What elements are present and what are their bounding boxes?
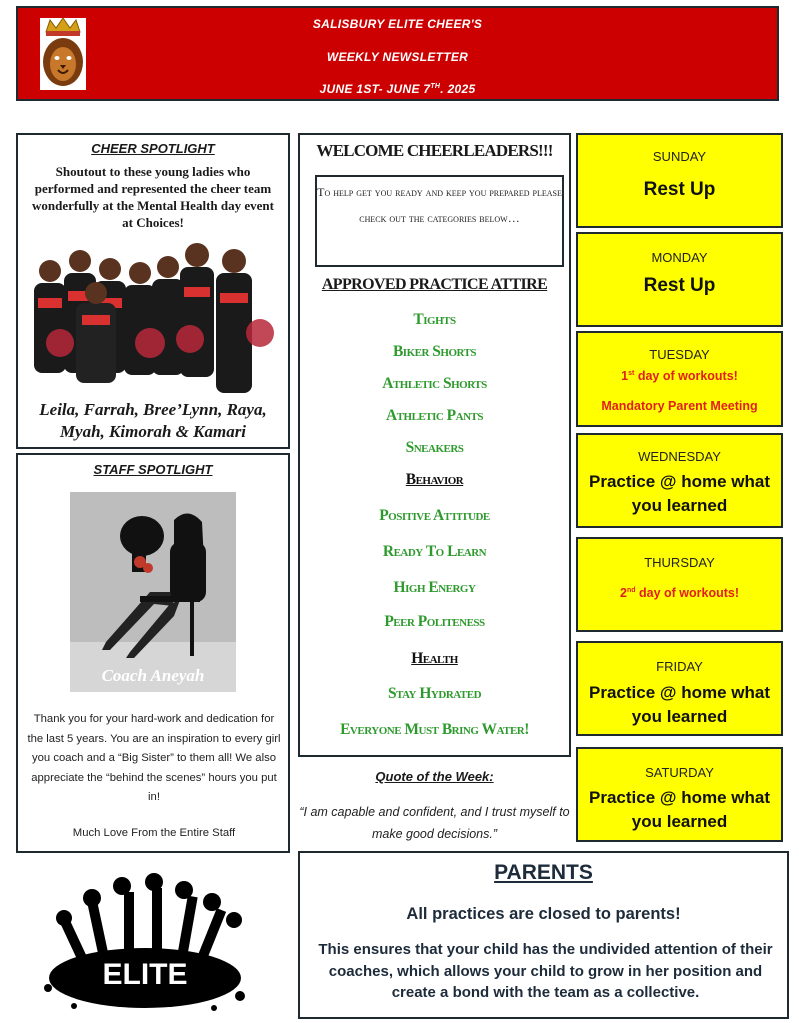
behavior-item: Ready To Learn [382,543,487,560]
day-activity: Practice @ home what you learned [589,472,770,515]
cheer-spotlight-names [24,399,282,443]
day-note: 2nd day of workouts! [620,586,739,600]
day-name: TUESDAY [649,347,710,362]
day-name: FRIDAY [656,659,703,674]
staff-signoff: Much Love From the Entire Staff [72,827,236,839]
day-name: WEDNESDAY [638,449,721,464]
parents-subtitle: All practices are closed to parents! [406,905,681,923]
newsletter-header [16,6,779,101]
health-item: Everyone Must Bring Water! [340,721,529,738]
header-subtitle: WEEKLY NEWSLETTER [326,50,469,64]
behavior-heading: Behavior [405,471,464,488]
parents-body: This ensures that your child has the undivided attention of their coaches, which allows your child to grow in her position and create a bond with the team as a collective. [318,941,773,1001]
day-name: SATURDAY [645,765,714,780]
day-name: SUNDAY [652,149,707,164]
header-title: SALISBURY ELITE CHEER'S [312,17,483,31]
day-card-tuesday [576,331,783,427]
behavior-item: High Energy [393,579,476,596]
staff-spotlight-title: STAFF SPOTLIGHT [93,462,213,477]
day-activity: Rest Up [643,275,716,296]
elite-logo-text: ELITE [102,958,188,991]
staff-spotlight-panel [16,453,290,853]
attire-item: Tights [413,311,456,328]
welcome-panel [298,133,571,757]
day-card-wednesday [576,433,783,528]
parents-panel [298,851,789,1019]
day-activity: Rest Up [643,179,716,200]
welcome-title: WELCOME CHEERLEADERS!!! [316,141,553,160]
elite-cheer-logo [34,868,256,1014]
cheer-spotlight-title: CHEER SPOTLIGHT [91,141,215,156]
quote-text: “I am capable and confident, and I trust myself to make good decisions.” [299,805,570,841]
health-heading: Health [411,650,458,667]
header-date: JUNE 1ST- JUNE 7TH. 2025 [319,82,476,96]
attire-item: Athletic Shorts [382,375,487,392]
day-name: THURSDAY [644,555,715,570]
day-card-sunday [576,133,783,228]
cheer-team-photo [30,243,280,398]
attire-item: Biker Shorts [392,343,477,360]
day-activity: Practice @ home what you learned [589,683,770,726]
day-card-monday [576,232,783,327]
attire-heading: APPROVED PRACTICE ATTIRE [321,276,548,293]
attire-item: Sneakers [405,439,464,456]
staff-spotlight-text: Thank you for your hard-work and dedication for the last 5 years. You are an inspiration to every girl you coach and a “Big Sister” to them all! We also appreciate the “behind the scenes” hours you put in! [27,713,281,803]
coach-photo [70,492,236,692]
day-note: 1st day of workouts! [621,369,738,383]
names-line-1: Leila, Farrah, Bree’Lynn, Raya, [39,400,267,419]
day-card-thursday [576,537,783,632]
day-card-saturday [576,747,783,842]
behavior-item: Positive Attitude [379,507,490,524]
day-name: MONDAY [651,250,708,265]
day-activity: Practice @ home what you learned [589,788,770,831]
health-item: Stay Hydrated [387,685,482,702]
coach-name-caption: Coach Aneyah [101,666,205,685]
attire-item: Athletic Pants [385,407,483,424]
help-text-box: To help get you ready and keep you prepared please check out the categories below… [315,175,564,267]
cheer-spotlight-panel [16,133,290,449]
day-card-friday [576,641,783,736]
parents-title: PARENTS [494,861,593,884]
behavior-item: Peer Politeness [384,613,485,630]
cheer-spotlight-text: Shoutout to these young ladies who performed and represented the cheer team wonderfully at the Mental Health day event at Choices! [32,164,274,230]
day-note-meeting: Mandatory Parent Meeting [601,399,758,413]
quote-title: Quote of the Week: [375,769,494,784]
names-line-2: Myah, Kimorah & Kamari [59,422,247,441]
